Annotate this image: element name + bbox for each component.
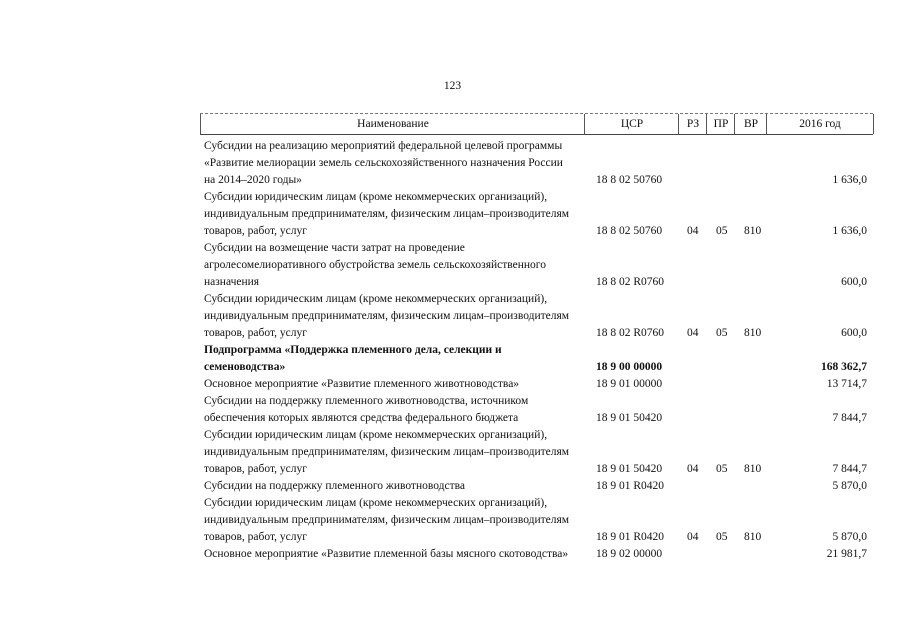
header-name: Наименование: [200, 114, 585, 134]
row-csr: 18 8 02 50760: [596, 174, 663, 186]
row-name: Субсидии юридическим лицам (кроме некоммерческих организаций), индивидуальным предпринимателям, физическим лицам–производителям товаров, работ, услуг: [204, 293, 570, 339]
row-name: Субсидии на поддержку племенного животноводства: [204, 480, 465, 492]
row-csr: 18 9 00 00000: [596, 361, 663, 373]
row-vr: 810: [744, 531, 762, 543]
table-row: [0, 138, 905, 189]
table-row: [0, 546, 905, 563]
page-number: 123: [443, 80, 462, 92]
row-name: Субсидии юридическим лицам (кроме некоммерческих организаций), индивидуальным предпринимателям, физическим лицам–производителям товаров, работ, услуг: [204, 429, 570, 475]
table-row: [0, 189, 905, 240]
row-csr: 18 8 02 R0760: [596, 276, 665, 288]
row-pr: 05: [716, 531, 728, 543]
row-amount: 13 714,7: [826, 378, 867, 390]
table-row: [0, 240, 905, 291]
row-csr: 18 8 02 R0760: [596, 327, 665, 339]
table-row: [0, 495, 905, 546]
row-amount: 7 844,7: [832, 412, 867, 424]
row-pr: 05: [716, 327, 728, 339]
row-name: Субсидии на реализацию мероприятий федеральной целевой программы «Развитие мелиорации земель сельскохозяйственного назначения России на 2014–2020 годы»: [204, 140, 563, 186]
row-amount: 7 844,7: [832, 463, 867, 475]
table-row: [0, 376, 905, 393]
table-row: [0, 427, 905, 478]
row-csr: 18 9 01 50420: [596, 412, 663, 424]
row-pr: 05: [716, 463, 728, 475]
row-rz: 04: [687, 225, 699, 237]
row-csr: 18 9 02 00000: [596, 548, 663, 560]
row-name: Субсидии юридическим лицам (кроме некоммерческих организаций), индивидуальным предпринимателям, физическим лицам–производителям товаров, работ, услуг: [204, 497, 570, 543]
row-name: Основное мероприятие «Развитие племенного животноводства»: [204, 378, 520, 390]
row-amount: 5 870,0: [832, 531, 867, 543]
header-csr: ЦСР: [584, 114, 679, 134]
row-name: Основное мероприятие «Развитие племенной базы мясного скотоводства»: [204, 548, 569, 560]
header-year: 2016 год: [766, 114, 874, 134]
row-name: Субсидии юридическим лицам (кроме некоммерческих организаций), индивидуальным предпринимателям, физическим лицам–производителям товаров, работ, услуг: [204, 191, 570, 237]
row-name: Субсидии на возмещение части затрат на проведение агролесомелиоративного обустройства земель сельскохозяйственного назначения: [204, 242, 546, 288]
row-amount: 21 981,7: [826, 548, 867, 560]
row-name: Субсидии на поддержку племенного животноводства, источником обеспечения которых являются средства федерального бюджета: [204, 395, 529, 424]
table-row: [0, 291, 905, 342]
row-rz: 04: [687, 531, 699, 543]
row-vr: 810: [744, 225, 762, 237]
row-amount: 168 362,7: [821, 361, 867, 373]
table-row: [0, 478, 905, 495]
row-amount: 5 870,0: [832, 480, 867, 492]
row-csr: 18 8 02 50760: [596, 225, 663, 237]
header-vr: ВР: [734, 114, 767, 134]
row-amount: 1 636,0: [832, 225, 867, 237]
row-amount: 1 636,0: [832, 174, 867, 186]
header-rz: РЗ: [678, 114, 707, 134]
row-vr: 810: [744, 463, 762, 475]
row-amount: 600,0: [841, 327, 867, 339]
table-row: [0, 393, 905, 427]
row-csr: 18 9 01 00000: [596, 378, 663, 390]
row-rz: 04: [687, 463, 699, 475]
row-vr: 810: [744, 327, 762, 339]
row-name: Подпрограмма «Поддержка племенного дела, селекции и семеноводства»: [204, 344, 502, 373]
row-amount: 600,0: [841, 276, 867, 288]
header-pr: ПР: [706, 114, 735, 134]
row-rz: 04: [687, 327, 699, 339]
row-csr: 18 9 01 R0420: [596, 531, 665, 543]
table-body: [0, 138, 905, 563]
row-pr: 05: [716, 225, 728, 237]
row-csr: 18 9 01 R0420: [596, 480, 665, 492]
table-header: [200, 113, 873, 135]
row-csr: 18 9 01 50420: [596, 463, 663, 475]
table-row: [0, 342, 905, 376]
